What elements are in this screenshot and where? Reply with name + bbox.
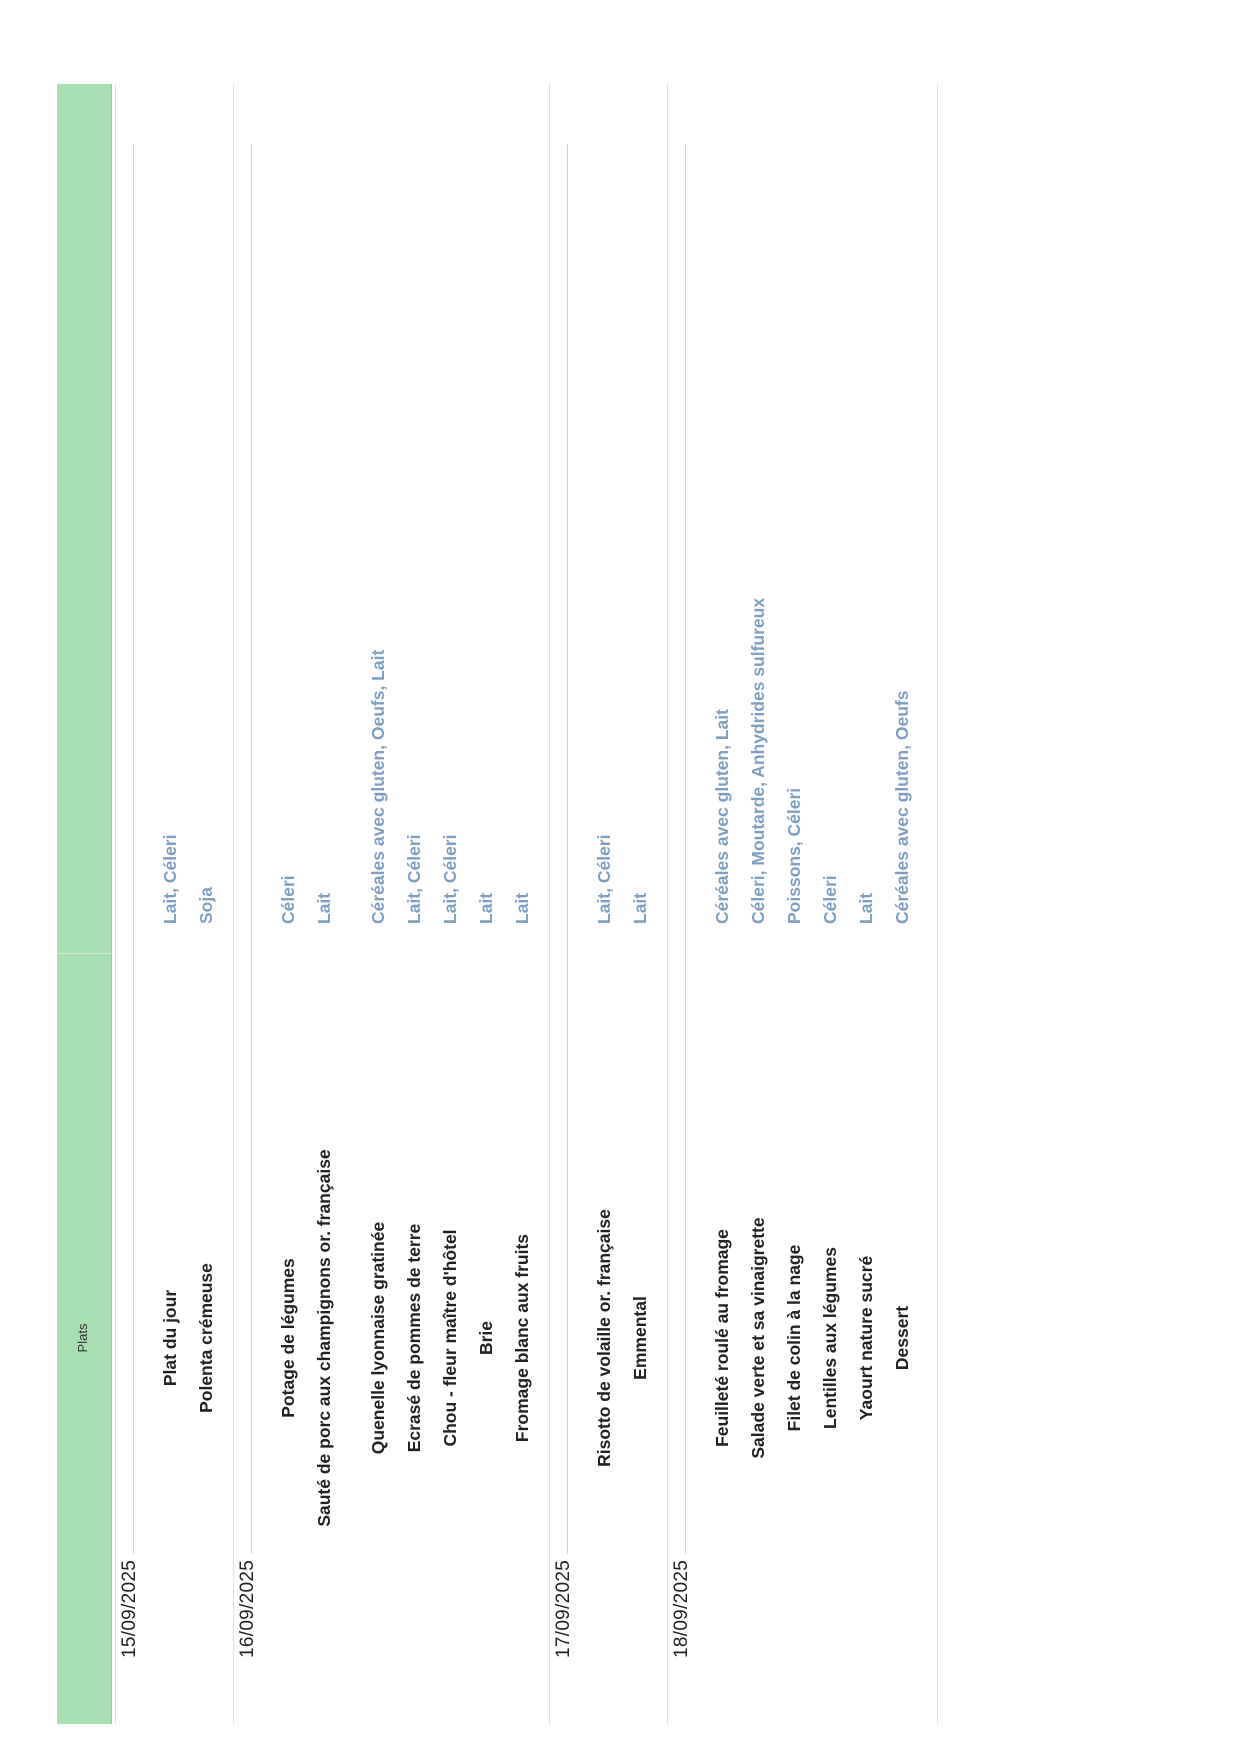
dish-allergens: Soja (196, 887, 216, 924)
dish-name: Brie (476, 1320, 496, 1356)
dish-allergens: Lait (630, 892, 650, 924)
dish-name: Chou - fleur maître d'hôtel (440, 1229, 460, 1447)
dish-name: Emmental (630, 1296, 650, 1380)
dish-name: Dessert (892, 1305, 912, 1371)
day-date-row (119, 84, 149, 1664)
dish-allergens: Lait, Céleri (594, 834, 614, 924)
dish-name: Yaourt nature sucré (856, 1255, 876, 1421)
dish-allergens: Lait (314, 892, 334, 924)
day-date-row (553, 84, 583, 1664)
dish-name: Feuilleté roulé au fromage (712, 1229, 732, 1447)
day-date: 15/09/2025 (119, 1554, 141, 1664)
dish-allergens: Lait, Céleri (160, 834, 180, 924)
dish-allergens: Lait (856, 892, 876, 924)
day-separator (233, 84, 234, 1724)
date-rule (685, 144, 686, 1664)
dish-name: Sauté de porc aux champignons or. française (314, 1149, 334, 1527)
dish-allergens: Céréales avec gluten, Oeufs, Lait (368, 649, 388, 924)
dish-allergens: Céleri (278, 875, 298, 924)
dish-name: Ecrasé de pommes de terre (404, 1223, 424, 1453)
dish-name: Polenta crémeuse (196, 1263, 216, 1413)
table-bottom-line (937, 84, 938, 1724)
day-separator (667, 84, 668, 1724)
dish-allergens: Lait (476, 892, 496, 924)
dish-allergens: Lait, Céleri (404, 834, 424, 924)
header-divider (57, 953, 111, 954)
menu-allergen-sheet (57, 84, 1057, 1724)
dish-name: Fromage blanc aux fruits (512, 1233, 532, 1443)
dish-name: Risotto de volaille or. française (594, 1209, 614, 1467)
dish-name: Quenelle lyonnaise gratinée (368, 1221, 388, 1455)
day-separator (115, 84, 116, 1724)
day-date-row (237, 84, 267, 1664)
date-rule (133, 144, 134, 1664)
date-rule (567, 144, 568, 1664)
dish-name: Lentilles aux légumes (820, 1247, 840, 1429)
dish-allergens: Céleri (820, 875, 840, 924)
plats-column-header: Plats (75, 1323, 90, 1353)
date-rule (251, 144, 252, 1664)
dish-allergens: Poissons, Céleri (784, 787, 804, 924)
dish-name: Potage de légumes (278, 1258, 298, 1418)
day-date: 17/09/2025 (553, 1554, 575, 1664)
dish-allergens: Lait (512, 892, 532, 924)
day-separator (549, 84, 550, 1724)
menu-table (111, 84, 1057, 1724)
day-date: 18/09/2025 (671, 1554, 693, 1664)
dish-name: Plat du jour (160, 1289, 180, 1387)
dish-name: Filet de colin à la nage (784, 1244, 804, 1432)
dish-allergens: Lait, Céleri (440, 834, 460, 924)
dish-name: Salade verte et sa vinaigrette (748, 1217, 768, 1459)
day-date: 16/09/2025 (237, 1554, 259, 1664)
table-header (57, 84, 112, 1724)
dish-allergens: Céleri, Moutarde, Anhydrides sulfureux (748, 597, 768, 924)
dish-allergens: Céréales avec gluten, Oeufs (892, 690, 912, 924)
day-date-row (671, 84, 701, 1664)
dish-allergens: Céréales avec gluten, Lait (712, 709, 732, 924)
